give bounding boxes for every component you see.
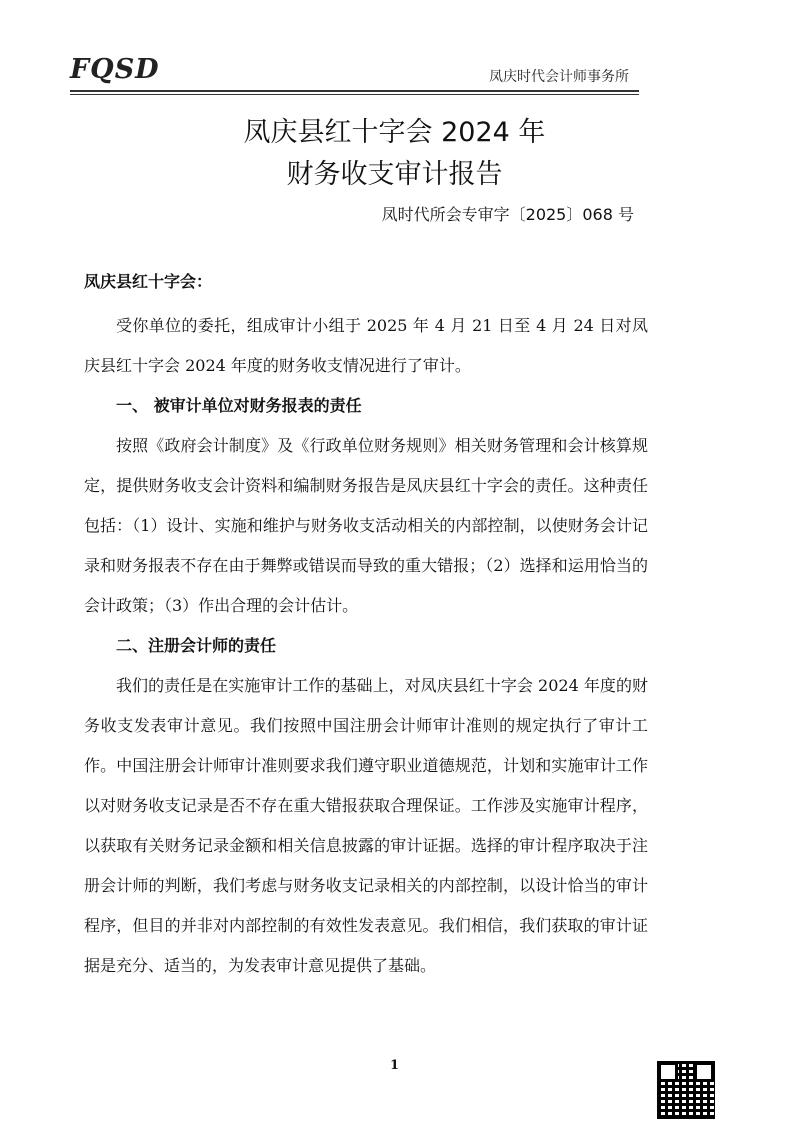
report-title-line2: 财务收支审计报告 <box>286 159 503 190</box>
header-rule-thin <box>70 94 639 95</box>
intro-paragraph: 受你单位的委托，组成审计小组于 2025 年 4 月 21 日至 4 月 24 日对凤庆县红十字会 2024 年度的财务收支情况进行了审计。 <box>84 316 648 375</box>
section-heading-2: 二、注册会计师的责任 <box>116 636 277 655</box>
page-number: 1 <box>389 1058 400 1073</box>
document-reference-number: 凤时代所会专审字〔2025〕068 号 <box>381 205 634 224</box>
firm-logo: FQSD <box>70 54 160 85</box>
salutation: 凤庆县红十字会： <box>84 272 213 291</box>
report-title-line1: 凤庆县红十字会 2024 年 <box>243 117 546 148</box>
report-body <box>84 262 648 986</box>
qr-code-icon <box>658 1062 714 1118</box>
firm-name: 凤庆时代会计师事务所 <box>489 69 629 85</box>
section-paragraph-1: 按照《政府会计制度》及《行政单位财务规则》相关财务管理和会计核算规定，提供财务收支会计资料和编制财务报告是凤庆县红十字会的责任。这种责任包括：（1）设计、实施和维护与财务收支活动相关的内部控制，以使财务会计记录和财务报表不存在由于舞弊或错误而导致的重大错报；（2）选择和运用恰当的会计政策；（3）作出合理的会计估计。 <box>84 436 648 615</box>
section-paragraph-2: 我们的责任是在实施审计工作的基础上，对凤庆县红十字会 2024 年度的财务收支发表审计意见。我们按照中国注册会计师审计准则的规定执行了审计工作。中国注册会计师审计准则要求我们遵守职业道德规范，计划和实施审计工作以对财务收支记录是否不存在重大错报获取合理保证。工作涉及实施审计程序，以获取有关财务记录金额和相关信息披露的审计证据。选择的审计程序取决于注册会计师的判断，我们考虑与财务收支记录相关的内部控制，以设计恰当的审计程序，但目的并非对内部控制的有效性发表意见。我们相信，我们获取的审计证据是充分、适当的，为发表审计意见提供了基础。 <box>84 676 648 975</box>
section-heading-1: 一、 被审计单位对财务报表的责任 <box>116 396 362 415</box>
header-rule <box>70 90 639 92</box>
